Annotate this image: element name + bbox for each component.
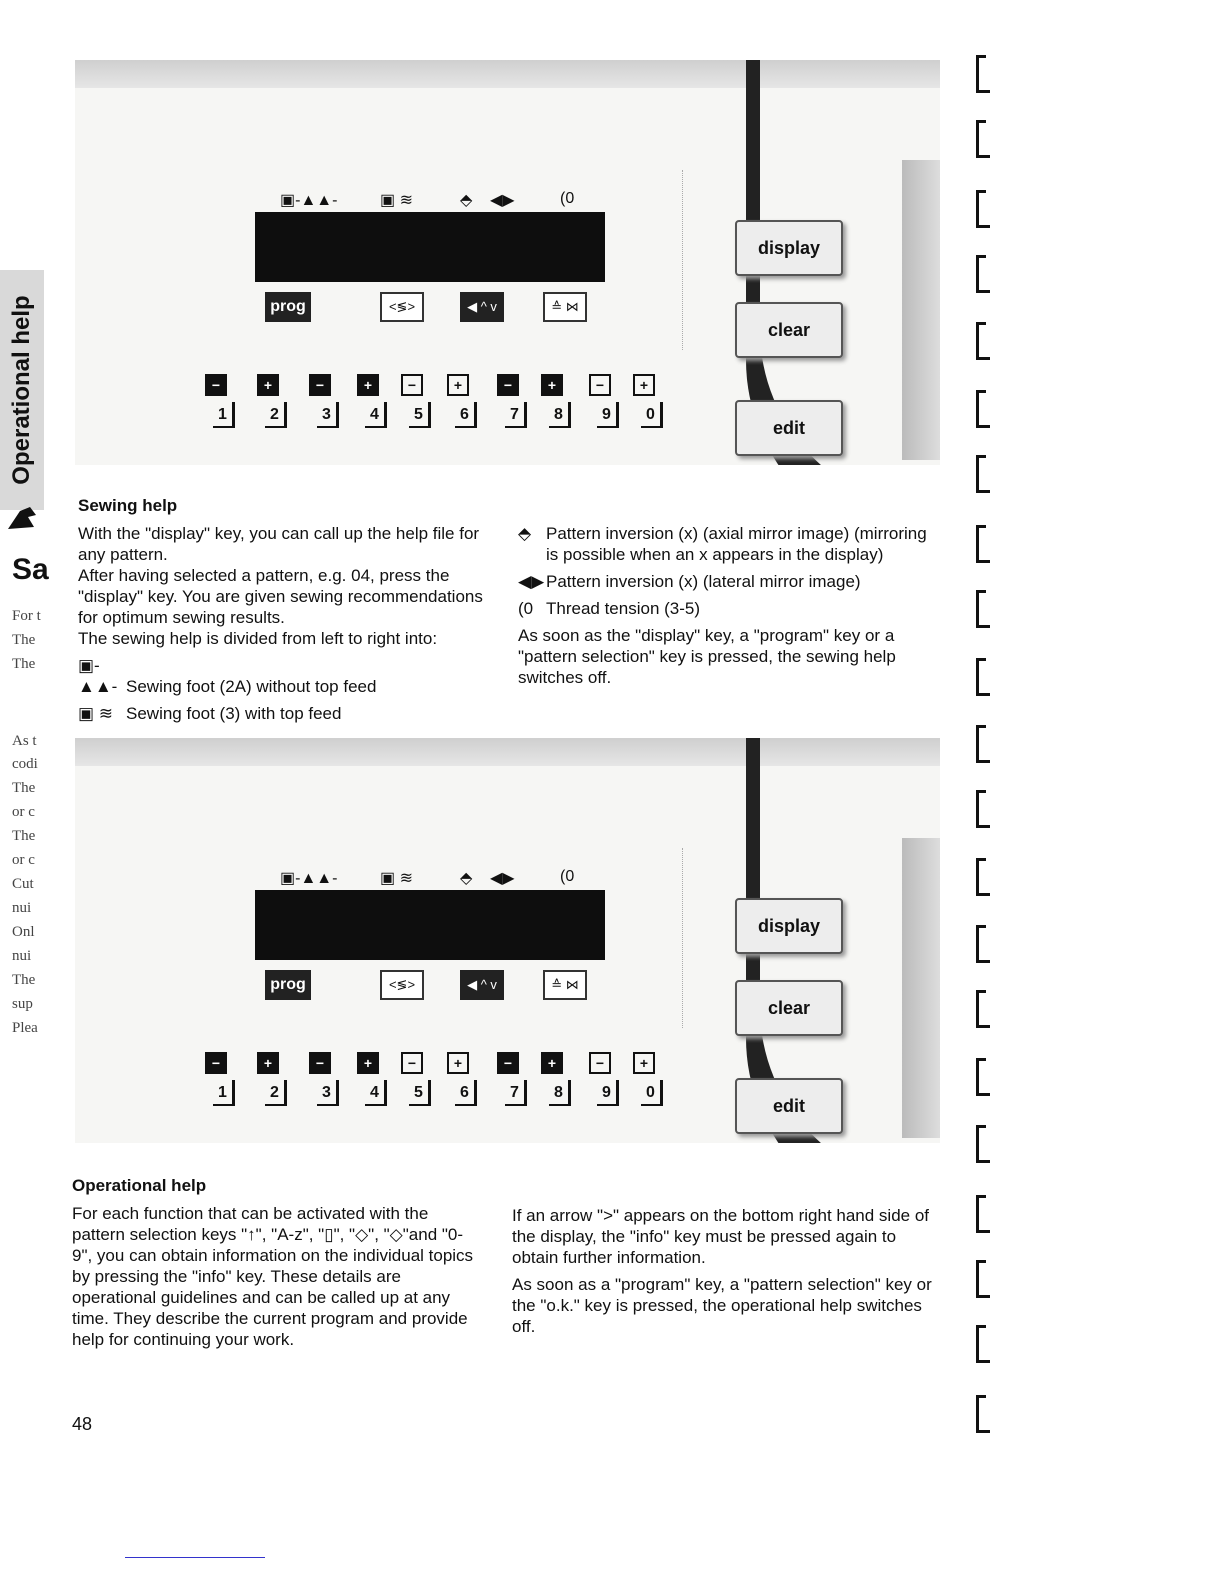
- minus-icon: −: [401, 374, 423, 396]
- minus-icon: −: [401, 1052, 423, 1074]
- key-number: 9: [597, 402, 619, 428]
- lateral-mirror-line: ◀▶ Pattern inversion (x) (lateral mirror image): [518, 572, 861, 591]
- needle-position-button[interactable]: ◀ ^ v: [460, 970, 504, 1000]
- plus-icon: +: [541, 374, 563, 396]
- operational-help-right: [512, 1205, 937, 1337]
- sewing-help-heading: Sewing help: [78, 496, 178, 515]
- plus-icon: +: [541, 1052, 563, 1074]
- number-key-4[interactable]: [353, 370, 389, 432]
- margin-bracket: [976, 1125, 990, 1163]
- footer-rule: [125, 1557, 265, 1558]
- lateral-mirror-icon: ◀▶: [490, 192, 515, 209]
- side-fragment: Plea: [12, 1020, 38, 1036]
- foot-top-feed-icon: ▣ ≋: [78, 704, 114, 723]
- side-fragment: For t: [12, 608, 41, 624]
- key-number: 8: [549, 402, 571, 428]
- operational-help-heading: Operational help: [72, 1176, 207, 1195]
- number-key-9[interactable]: [585, 370, 621, 432]
- edit-key[interactable]: edit: [735, 1078, 843, 1134]
- key-number: 5: [409, 402, 431, 428]
- number-key-8[interactable]: [537, 1048, 573, 1110]
- minus-icon: −: [497, 1052, 519, 1074]
- margin-bracket: [976, 322, 990, 360]
- number-key-6[interactable]: [443, 1048, 479, 1110]
- operational-help-left: [72, 1203, 482, 1350]
- number-key-3[interactable]: [305, 370, 341, 432]
- sewing-help-right: [518, 523, 938, 688]
- clear-key[interactable]: clear: [735, 980, 843, 1036]
- foot-line-1: ▣-▲▲- Sewing foot (2A) without top feed: [78, 656, 377, 696]
- foot-top-feed-icon: ▣ ≋: [380, 870, 413, 887]
- stitch-width-button[interactable]: <≶>: [380, 970, 424, 1000]
- paragraph: As soon as a "program" key, a "pattern selection" key or the "o.k." key is pressed, the operational help switches off.: [512, 1275, 932, 1336]
- edit-key[interactable]: edit: [735, 400, 843, 456]
- minus-icon: −: [497, 374, 519, 396]
- plus-icon: +: [257, 1052, 279, 1074]
- side-fragment: or c: [12, 852, 35, 868]
- key-number: 6: [455, 1080, 477, 1106]
- side-fragment: or c: [12, 804, 35, 820]
- margin-bracket: [976, 1395, 990, 1433]
- side-fragment: sup: [12, 996, 33, 1012]
- display-symbols: [280, 868, 700, 888]
- number-key-0[interactable]: [629, 370, 665, 432]
- number-key-3[interactable]: [305, 1048, 341, 1110]
- stitch-width-button[interactable]: <≶>: [380, 292, 424, 322]
- key-number: 2: [265, 402, 287, 428]
- lateral-mirror-icon: ◀▶: [518, 572, 545, 591]
- plus-icon: +: [447, 1052, 469, 1074]
- number-key-7[interactable]: [493, 370, 529, 432]
- display-key[interactable]: display: [735, 898, 843, 954]
- axial-mirror-icon: ⬘: [460, 870, 473, 887]
- key-number: 4: [365, 402, 387, 428]
- number-key-4[interactable]: [353, 1048, 389, 1110]
- number-key-8[interactable]: [537, 370, 573, 432]
- number-key-5[interactable]: [397, 370, 433, 432]
- display-key[interactable]: display: [735, 220, 843, 276]
- key-number: 7: [505, 402, 527, 428]
- lateral-mirror-icon: ◀▶: [490, 870, 515, 887]
- margin-bracket: [976, 990, 990, 1028]
- side-fragment: The: [12, 780, 36, 796]
- paragraph: As soon as the "display" key, a "program" key or a "pattern selection" key is pressed, the sewing help switches off.: [518, 626, 896, 687]
- number-key-5[interactable]: [397, 1048, 433, 1110]
- key-number: 1: [213, 402, 235, 428]
- sewing-help-left: [78, 523, 498, 724]
- lcd-display: [255, 212, 605, 282]
- side-fragment: The: [12, 632, 36, 648]
- key-number: 4: [365, 1080, 387, 1106]
- side-tab: [0, 270, 44, 510]
- clear-key[interactable]: clear: [735, 302, 843, 358]
- machine-panel-2: [75, 738, 940, 1143]
- axial-mirror-line: ⬘ Pattern inversion (x) (axial mirror image) (mirroring is possible when an x appears in the display): [518, 524, 927, 564]
- margin-bracket: [976, 120, 990, 158]
- side-fragment: Onl: [12, 924, 35, 940]
- margin-bracket: [976, 725, 990, 763]
- margin-bracket: [976, 55, 990, 93]
- margin-bracket: [976, 390, 990, 428]
- minus-icon: −: [589, 374, 611, 396]
- minus-icon: −: [309, 374, 331, 396]
- margin-bracket: [976, 590, 990, 628]
- plus-icon: +: [447, 374, 469, 396]
- machine-panel-1: [75, 60, 940, 465]
- paragraph: If an arrow ">" appears on the bottom right hand side of the display, the "info" key must be pressed again to obtain further information.: [512, 1206, 930, 1267]
- side-fragment: As t: [12, 733, 37, 749]
- display-symbols: [280, 190, 700, 210]
- axial-mirror-icon: ⬘: [460, 192, 473, 209]
- key-number: 9: [597, 1080, 619, 1106]
- thread-tension-line: (0 Thread tension (3-5): [518, 599, 701, 618]
- number-key-1[interactable]: [201, 1048, 237, 1110]
- side-fragment: nui: [12, 948, 32, 964]
- plus-icon: +: [357, 1052, 379, 1074]
- number-key-0[interactable]: [629, 1048, 665, 1110]
- prog-button[interactable]: prog: [265, 970, 311, 1000]
- needle-position-button[interactable]: ◀ ^ v: [460, 292, 504, 322]
- foot-no-feed-icon: ▣-▲▲-: [78, 656, 118, 696]
- hand-icon: [6, 505, 38, 531]
- margin-bracket: [976, 525, 990, 563]
- margin-bracket: [976, 658, 990, 696]
- margin-bracket: [976, 1260, 990, 1298]
- key-number: 7: [505, 1080, 527, 1106]
- thread-tension-icon: (0: [560, 868, 575, 885]
- key-number: 3: [317, 1080, 339, 1106]
- side-big-text: Sa: [12, 553, 49, 586]
- key-number: 1: [213, 1080, 235, 1106]
- page-number: 48: [72, 1414, 93, 1434]
- minus-icon: −: [309, 1052, 331, 1074]
- margin-bracket: [976, 1058, 990, 1096]
- number-key-6[interactable]: [443, 370, 479, 432]
- plus-icon: +: [633, 374, 655, 396]
- stitch-length-button[interactable]: ≙ ⋈: [543, 970, 587, 1000]
- side-fragment: The: [12, 656, 36, 672]
- lcd-display: [255, 890, 605, 960]
- key-number: 2: [265, 1080, 287, 1106]
- key-number: 8: [549, 1080, 571, 1106]
- thread-tension-icon: (0: [518, 599, 534, 618]
- paragraph: The sewing help is divided from left to right into:: [78, 629, 438, 648]
- margin-bracket: [976, 858, 990, 896]
- paragraph: With the "display" key, you can call up the help file for any pattern.: [78, 524, 480, 564]
- minus-icon: −: [205, 374, 227, 396]
- key-number: 0: [641, 402, 663, 428]
- side-fragment: nui: [12, 900, 32, 916]
- key-number: 6: [455, 402, 477, 428]
- paragraph: For each function that can be activated with the pattern selection keys "↑", "A-z", "▯", "◇", "◇"and "0-9", you can obtain information on the individual topics by pressing the "info" key. These details are operational guidelines and can be called up at any time. They describe the current program and provide help for continuing your work.: [72, 1204, 474, 1349]
- number-key-2[interactable]: [253, 370, 289, 432]
- margin-bracket: [976, 255, 990, 293]
- plus-icon: +: [357, 374, 379, 396]
- plus-icon: +: [633, 1052, 655, 1074]
- stitch-length-button[interactable]: ≙ ⋈: [543, 292, 587, 322]
- number-key-9[interactable]: [585, 1048, 621, 1110]
- key-number: 3: [317, 402, 339, 428]
- margin-bracket: [976, 455, 990, 493]
- paragraph: After having selected a pattern, e.g. 04, press the "display" key. You are given sewing recommendations for optimum sewing results.: [78, 566, 483, 627]
- foot-line-2: ▣ ≋ Sewing foot (3) with top feed: [78, 704, 342, 723]
- number-key-2[interactable]: [253, 1048, 289, 1110]
- margin-bracket: [976, 790, 990, 828]
- margin-bracket: [976, 190, 990, 228]
- foot-top-feed-icon: ▣ ≋: [380, 192, 413, 209]
- side-fragment: codi: [12, 756, 38, 772]
- margin-bracket: [976, 1195, 990, 1233]
- plus-icon: +: [257, 374, 279, 396]
- margin-bracket: [976, 925, 990, 963]
- foot-no-feed-icon: ▣-▲▲-: [280, 192, 338, 209]
- side-fragment: The: [12, 972, 36, 988]
- axial-mirror-icon: ⬘: [518, 524, 532, 543]
- minus-icon: −: [205, 1052, 227, 1074]
- key-number: 5: [409, 1080, 431, 1106]
- number-key-7[interactable]: [493, 1048, 529, 1110]
- foot-no-feed-icon: ▣-▲▲-: [280, 870, 338, 887]
- minus-icon: −: [589, 1052, 611, 1074]
- side-fragment: The: [12, 828, 36, 844]
- side-tab-label: Operational help: [8, 295, 35, 485]
- side-fragment: Cut: [12, 876, 34, 892]
- prog-button[interactable]: prog: [265, 292, 311, 322]
- number-key-1[interactable]: [201, 370, 237, 432]
- key-number: 0: [641, 1080, 663, 1106]
- thread-tension-icon: (0: [560, 190, 575, 207]
- margin-bracket: [976, 1325, 990, 1363]
